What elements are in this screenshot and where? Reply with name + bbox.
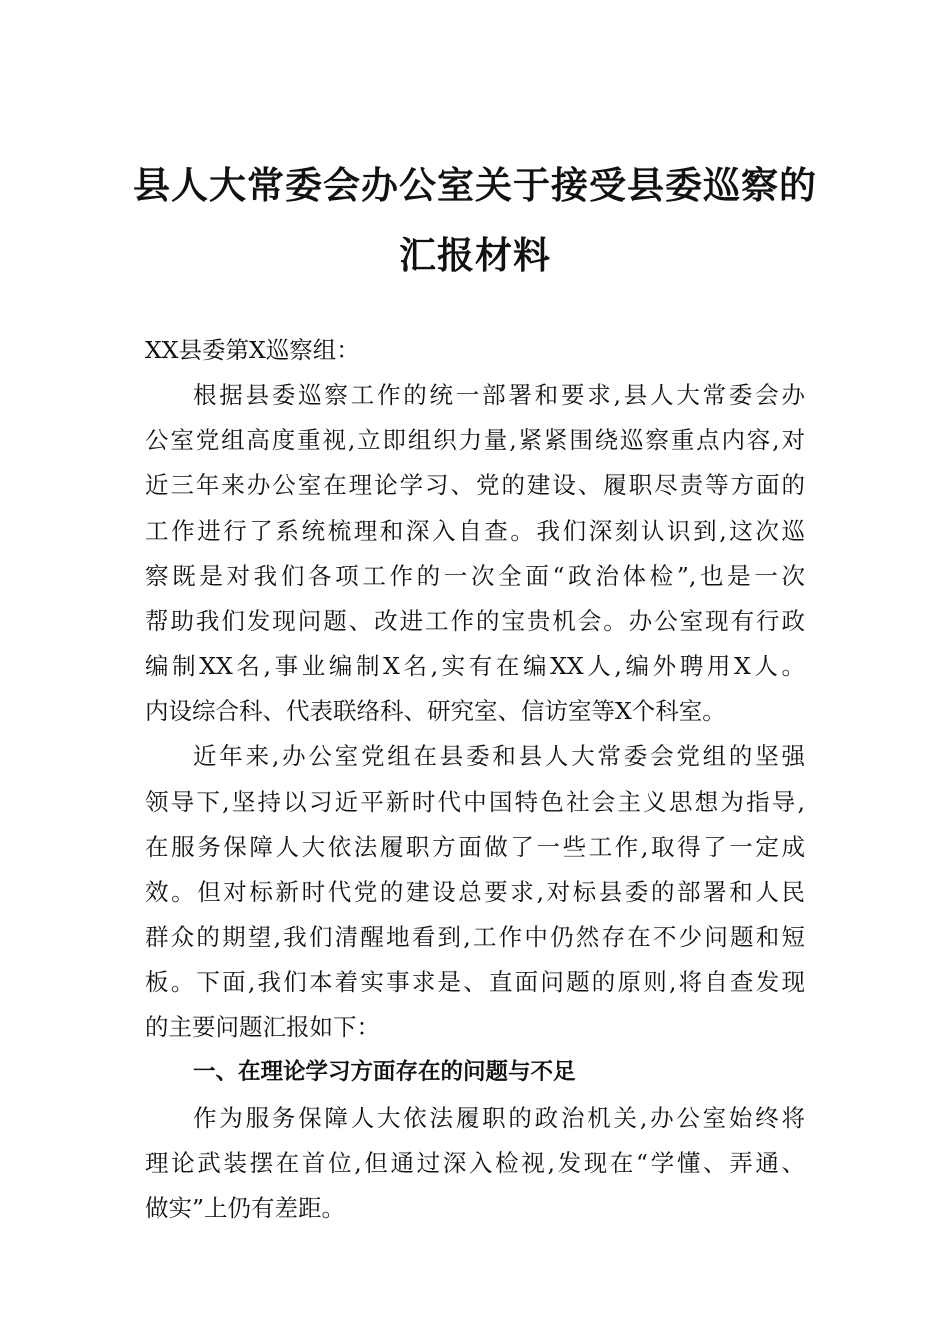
paragraph-line: 近年来,办公室党组在县委和县人大常委会党组的坚强 bbox=[193, 742, 805, 771]
paragraph-line: 公室党组高度重视,立即组织力量,紧紧围绕巡察重点内容,对 bbox=[145, 426, 805, 455]
paragraph-line: 根据县委巡察工作的统一部署和要求,县人大常委会办 bbox=[193, 381, 805, 410]
paragraph-line: 板。下面,我们本着实事求是、直面问题的原则,将自查发现 bbox=[145, 968, 805, 997]
paragraph-line: 作为服务保障人大依法履职的政治机关,办公室始终将 bbox=[193, 1103, 805, 1132]
paragraph-line: 工作进行了系统梳理和深入自查。我们深刻认识到,这次巡 bbox=[145, 516, 805, 545]
paragraph-line: 领导下,坚持以习近平新时代中国特色社会主义思想为指导, bbox=[145, 787, 805, 816]
paragraph-line: 群众的期望,我们清醒地看到,工作中仍然存在不少问题和短 bbox=[145, 922, 805, 951]
paragraph-line: 的主要问题汇报如下： bbox=[145, 1013, 380, 1042]
salutation: XX县委第X巡察组： bbox=[145, 336, 360, 364]
section-heading: 一、在理论学习方面存在的问题与不足 bbox=[193, 1059, 576, 1086]
paragraph-line: 在服务保障人大依法履职方面做了一些工作,取得了一定成 bbox=[145, 832, 805, 861]
paragraph-line: 效。但对标新时代党的建设总要求,对标县委的部署和人民 bbox=[145, 877, 805, 906]
paragraph-line: 帮助我们发现问题、改进工作的宝贵机会。办公室现有行政 bbox=[145, 606, 805, 635]
paragraph-line: 察既是对我们各项工作的一次全面“政治体检”,也是一次 bbox=[145, 561, 805, 590]
paragraph-line: 做实”上仍有差距。 bbox=[145, 1193, 346, 1222]
document-title-line-1: 县人大常委会办公室关于接受县委巡察的 bbox=[133, 163, 817, 207]
document-title-line-2: 汇报材料 bbox=[399, 233, 551, 277]
paragraph-line: 编制XX名,事业编制X名,实有在编XX人,编外聘用X人。 bbox=[145, 652, 805, 681]
paragraph-line: 近三年来办公室在理论学习、党的建设、履职尽责等方面的 bbox=[145, 471, 805, 500]
paragraph-line: 理论武装摆在首位,但通过深入检视,发现在“学懂、弄通、 bbox=[145, 1148, 805, 1177]
paragraph-line: 内设综合科、代表联络科、研究室、信访室等X个科室。 bbox=[145, 697, 726, 726]
